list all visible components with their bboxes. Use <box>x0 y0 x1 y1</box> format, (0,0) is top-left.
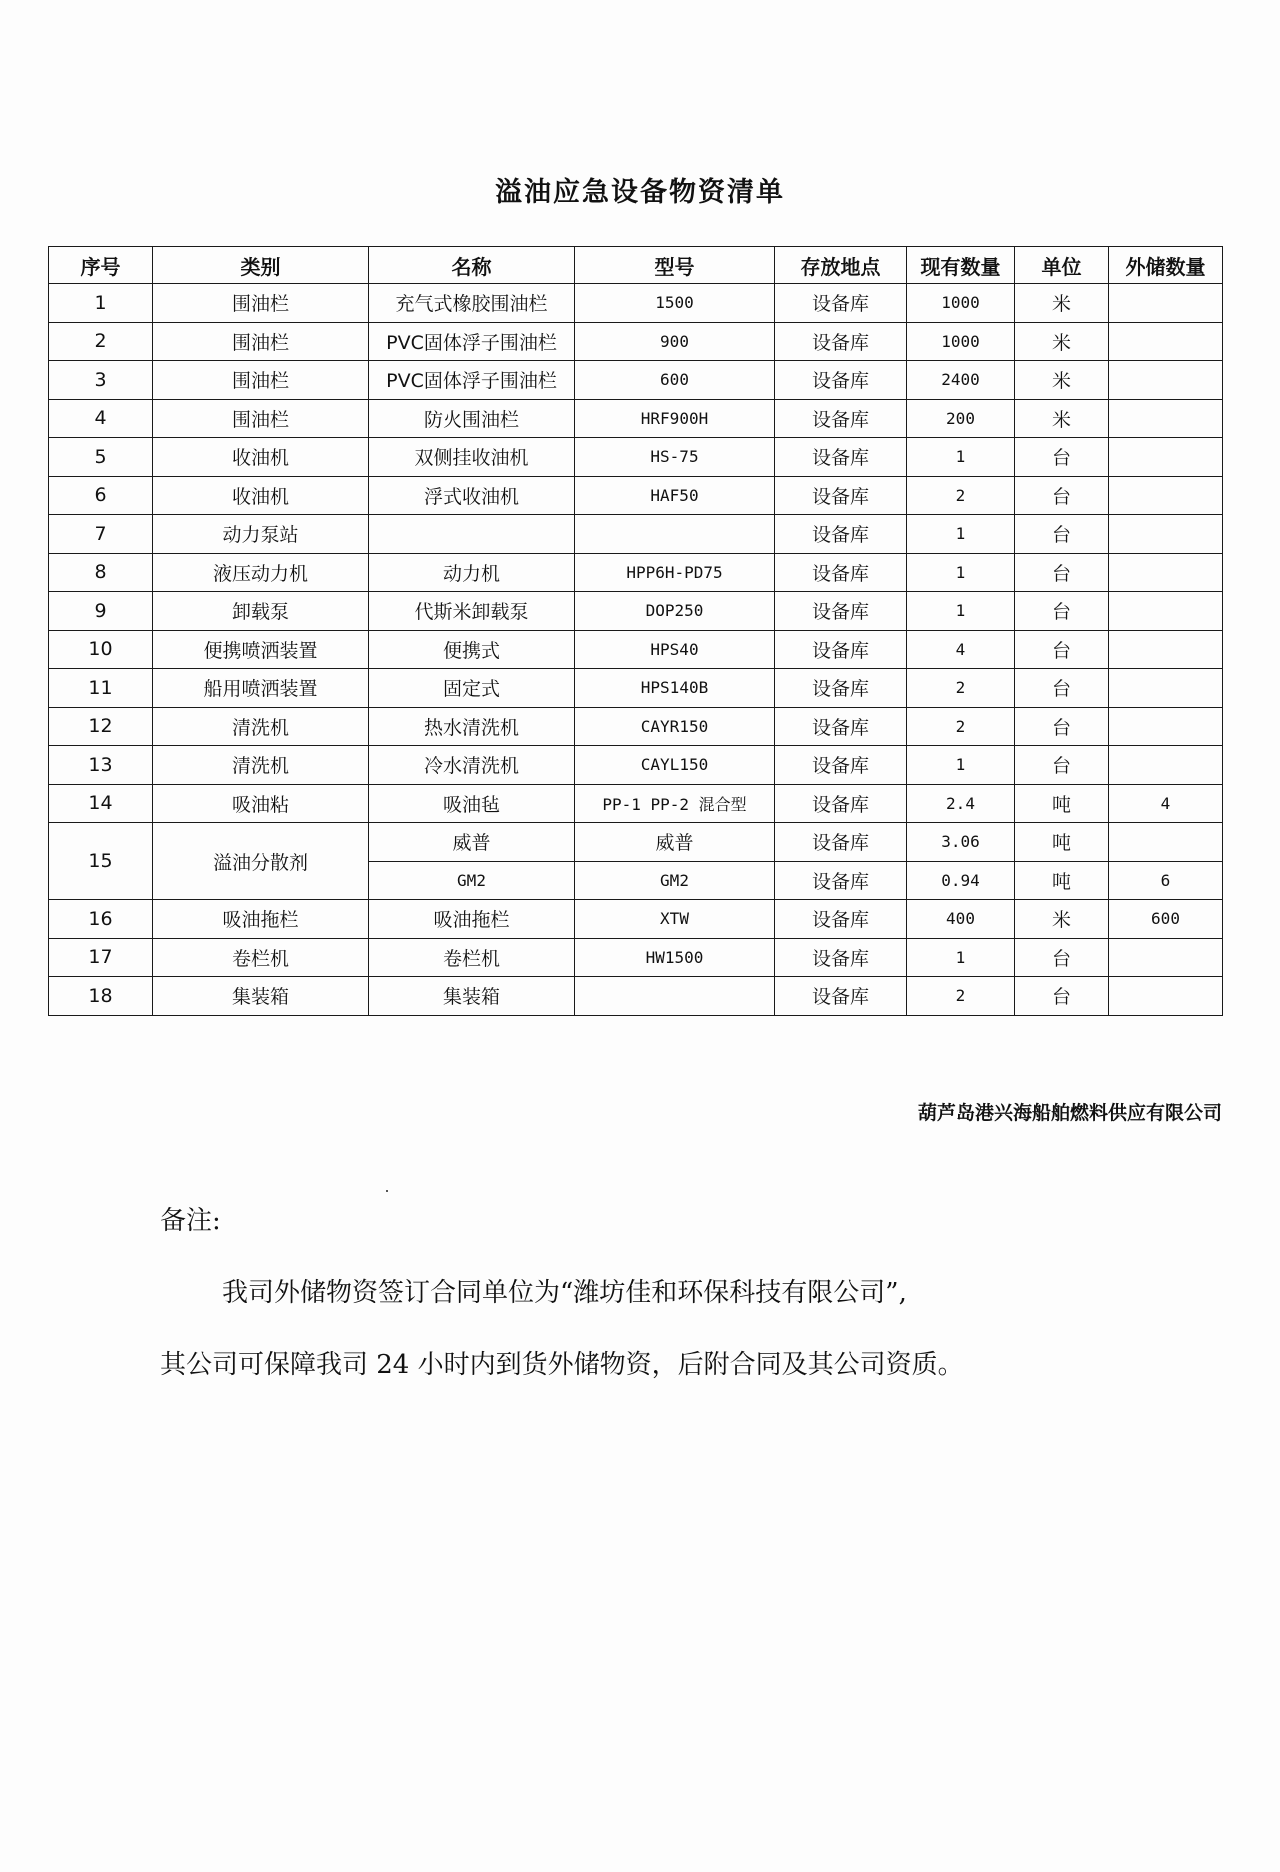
scan-speck <box>386 1190 388 1192</box>
cell-ext: 600 <box>1109 900 1223 939</box>
remarks-label: 备注: <box>160 1206 221 1236</box>
cell-qty: 0.94 <box>907 861 1015 900</box>
cell-no: 8 <box>49 553 153 592</box>
remarks-line-2: 其公司可保障我司 24 小时内到货外储物资，后附合同及其公司资质。 <box>160 1350 964 1380</box>
cell-ext <box>1109 630 1223 669</box>
cell-qty: 2.4 <box>907 784 1015 823</box>
cell-unit: 台 <box>1015 630 1109 669</box>
cell-ext <box>1109 938 1223 977</box>
cell-category: 吸油粘 <box>153 784 369 823</box>
cell-location: 设备库 <box>775 669 907 708</box>
cell-qty: 200 <box>907 399 1015 438</box>
cell-category: 围油栏 <box>153 399 369 438</box>
table-row <box>49 823 1223 862</box>
cell-unit: 米 <box>1015 284 1109 323</box>
cell-qty: 1 <box>907 553 1015 592</box>
cell-category: 清洗机 <box>153 746 369 785</box>
cell-unit: 米 <box>1015 361 1109 400</box>
cell-category: 围油栏 <box>153 322 369 361</box>
cell-location: 设备库 <box>775 707 907 746</box>
cell-name: PVC固体浮子围油栏 <box>369 361 575 400</box>
cell-location: 设备库 <box>775 399 907 438</box>
cell-unit: 台 <box>1015 977 1109 1016</box>
cell-unit: 台 <box>1015 476 1109 515</box>
table-row <box>49 399 1223 438</box>
cell-unit: 吨 <box>1015 784 1109 823</box>
cell-ext <box>1109 592 1223 631</box>
cell-model: HPS140B <box>575 669 775 708</box>
cell-ext: 6 <box>1109 861 1223 900</box>
cell-name: 浮式收油机 <box>369 476 575 515</box>
cell-category: 卷栏机 <box>153 938 369 977</box>
cell-unit: 台 <box>1015 438 1109 477</box>
cell-model: CAYR150 <box>575 707 775 746</box>
cell-name <box>369 515 575 554</box>
cell-ext <box>1109 707 1223 746</box>
cell-category: 集装箱 <box>153 977 369 1016</box>
remarks-line-1: 我司外储物资签订合同单位为“潍坊佳和环保科技有限公司”, <box>222 1278 907 1308</box>
cell-model <box>575 977 775 1016</box>
cell-model: HS-75 <box>575 438 775 477</box>
cell-qty: 2400 <box>907 361 1015 400</box>
cell-location: 设备库 <box>775 630 907 669</box>
table-row <box>49 746 1223 785</box>
cell-location: 设备库 <box>775 746 907 785</box>
table-row <box>49 592 1223 631</box>
cell-model: GM2 <box>575 861 775 900</box>
table-row <box>49 322 1223 361</box>
cell-ext <box>1109 284 1223 323</box>
cell-qty: 2 <box>907 669 1015 708</box>
cell-ext <box>1109 746 1223 785</box>
cell-qty: 1 <box>907 746 1015 785</box>
cell-unit: 台 <box>1015 669 1109 708</box>
cell-unit: 台 <box>1015 553 1109 592</box>
cell-no: 4 <box>49 399 153 438</box>
header-cell: 存放地点 <box>775 247 907 284</box>
cell-no: 18 <box>49 977 153 1016</box>
cell-no: 15 <box>49 823 153 900</box>
cell-ext <box>1109 438 1223 477</box>
table-row <box>49 938 1223 977</box>
header-cell: 型号 <box>575 247 775 284</box>
cell-name: 吸油毡 <box>369 784 575 823</box>
cell-name: 吸油拖栏 <box>369 900 575 939</box>
cell-unit: 米 <box>1015 900 1109 939</box>
cell-category: 动力泵站 <box>153 515 369 554</box>
cell-model: CAYL150 <box>575 746 775 785</box>
cell-name: GM2 <box>369 861 575 900</box>
cell-category: 溢油分散剂 <box>153 823 369 900</box>
cell-name: 便携式 <box>369 630 575 669</box>
cell-name: 动力机 <box>369 553 575 592</box>
table-row <box>49 438 1223 477</box>
cell-no: 7 <box>49 515 153 554</box>
table-row <box>49 361 1223 400</box>
cell-no: 3 <box>49 361 153 400</box>
cell-category: 液压动力机 <box>153 553 369 592</box>
cell-unit: 台 <box>1015 515 1109 554</box>
cell-location: 设备库 <box>775 438 907 477</box>
cell-ext <box>1109 361 1223 400</box>
cell-location: 设备库 <box>775 977 907 1016</box>
cell-model: 900 <box>575 322 775 361</box>
cell-category: 收油机 <box>153 476 369 515</box>
table-row <box>49 476 1223 515</box>
cell-model: 1500 <box>575 284 775 323</box>
cell-model: 600 <box>575 361 775 400</box>
cell-no: 17 <box>49 938 153 977</box>
cell-location: 设备库 <box>775 553 907 592</box>
cell-no: 10 <box>49 630 153 669</box>
cell-location: 设备库 <box>775 361 907 400</box>
cell-qty: 1 <box>907 438 1015 477</box>
cell-no: 13 <box>49 746 153 785</box>
cell-no: 14 <box>49 784 153 823</box>
cell-model: HPP6H-PD75 <box>575 553 775 592</box>
cell-model: PP-1 PP-2 混合型 <box>575 784 775 823</box>
cell-ext <box>1109 669 1223 708</box>
cell-name: 集装箱 <box>369 977 575 1016</box>
cell-unit: 台 <box>1015 938 1109 977</box>
cell-name: 防火围油栏 <box>369 399 575 438</box>
cell-name: 双侧挂收油机 <box>369 438 575 477</box>
table-row <box>49 784 1223 823</box>
cell-location: 设备库 <box>775 592 907 631</box>
table-row <box>49 707 1223 746</box>
cell-category: 收油机 <box>153 438 369 477</box>
cell-location: 设备库 <box>775 322 907 361</box>
cell-qty: 2 <box>907 977 1015 1016</box>
cell-ext <box>1109 553 1223 592</box>
table-row <box>49 900 1223 939</box>
cell-no: 1 <box>49 284 153 323</box>
cell-model: HPS40 <box>575 630 775 669</box>
cell-category: 吸油拖栏 <box>153 900 369 939</box>
table-row <box>49 977 1223 1016</box>
cell-name: PVC固体浮子围油栏 <box>369 322 575 361</box>
header-cell: 现有数量 <box>907 247 1015 284</box>
cell-location: 设备库 <box>775 476 907 515</box>
cell-location: 设备库 <box>775 515 907 554</box>
cell-model: HW1500 <box>575 938 775 977</box>
cell-no: 6 <box>49 476 153 515</box>
cell-ext <box>1109 515 1223 554</box>
cell-name: 代斯米卸载泵 <box>369 592 575 631</box>
cell-unit: 台 <box>1015 592 1109 631</box>
cell-location: 设备库 <box>775 900 907 939</box>
cell-qty: 1 <box>907 592 1015 631</box>
cell-qty: 4 <box>907 630 1015 669</box>
cell-unit: 吨 <box>1015 823 1109 862</box>
cell-ext <box>1109 399 1223 438</box>
cell-name: 威普 <box>369 823 575 862</box>
cell-qty: 2 <box>907 707 1015 746</box>
cell-model: DOP250 <box>575 592 775 631</box>
cell-qty: 3.06 <box>907 823 1015 862</box>
cell-category: 船用喷洒装置 <box>153 669 369 708</box>
table-row <box>49 515 1223 554</box>
cell-location: 设备库 <box>775 284 907 323</box>
table-row <box>49 284 1223 323</box>
cell-unit: 台 <box>1015 707 1109 746</box>
header-cell: 外储数量 <box>1109 247 1223 284</box>
cell-model: HRF900H <box>575 399 775 438</box>
company-name: 葫芦岛港兴海船舶燃料供应有限公司 <box>917 1102 1222 1124</box>
cell-name: 热水清洗机 <box>369 707 575 746</box>
header-cell: 类别 <box>153 247 369 284</box>
table-row <box>49 669 1223 708</box>
cell-location: 设备库 <box>775 938 907 977</box>
table-row <box>49 553 1223 592</box>
document-title: 溢油应急设备物资清单 <box>495 177 785 208</box>
cell-qty: 1 <box>907 938 1015 977</box>
cell-no: 11 <box>49 669 153 708</box>
cell-name: 卷栏机 <box>369 938 575 977</box>
cell-qty: 1000 <box>907 322 1015 361</box>
table-row <box>49 630 1223 669</box>
cell-category: 便携喷洒装置 <box>153 630 369 669</box>
cell-no: 12 <box>49 707 153 746</box>
cell-no: 5 <box>49 438 153 477</box>
header-cell: 单位 <box>1015 247 1109 284</box>
cell-ext <box>1109 977 1223 1016</box>
cell-qty: 400 <box>907 900 1015 939</box>
cell-model: XTW <box>575 900 775 939</box>
cell-name: 固定式 <box>369 669 575 708</box>
cell-location: 设备库 <box>775 823 907 862</box>
cell-unit: 台 <box>1015 746 1109 785</box>
cell-model <box>575 515 775 554</box>
cell-qty: 1 <box>907 515 1015 554</box>
header-cell: 名称 <box>369 247 575 284</box>
cell-unit: 吨 <box>1015 861 1109 900</box>
cell-ext <box>1109 322 1223 361</box>
cell-category: 清洗机 <box>153 707 369 746</box>
header-cell: 序号 <box>49 247 153 284</box>
cell-ext: 4 <box>1109 784 1223 823</box>
cell-no: 2 <box>49 322 153 361</box>
cell-model: HAF50 <box>575 476 775 515</box>
cell-category: 围油栏 <box>153 361 369 400</box>
cell-unit: 米 <box>1015 322 1109 361</box>
cell-ext <box>1109 476 1223 515</box>
cell-model: 威普 <box>575 823 775 862</box>
cell-category: 卸载泵 <box>153 592 369 631</box>
cell-qty: 1000 <box>907 284 1015 323</box>
cell-name: 充气式橡胶围油栏 <box>369 284 575 323</box>
cell-no: 16 <box>49 900 153 939</box>
cell-qty: 2 <box>907 476 1015 515</box>
cell-location: 设备库 <box>775 861 907 900</box>
cell-category: 围油栏 <box>153 284 369 323</box>
cell-ext <box>1109 823 1223 862</box>
table-header-row <box>49 247 1223 284</box>
cell-unit: 米 <box>1015 399 1109 438</box>
equipment-inventory-table <box>48 246 1223 1016</box>
cell-name: 冷水清洗机 <box>369 746 575 785</box>
cell-location: 设备库 <box>775 784 907 823</box>
cell-no: 9 <box>49 592 153 631</box>
